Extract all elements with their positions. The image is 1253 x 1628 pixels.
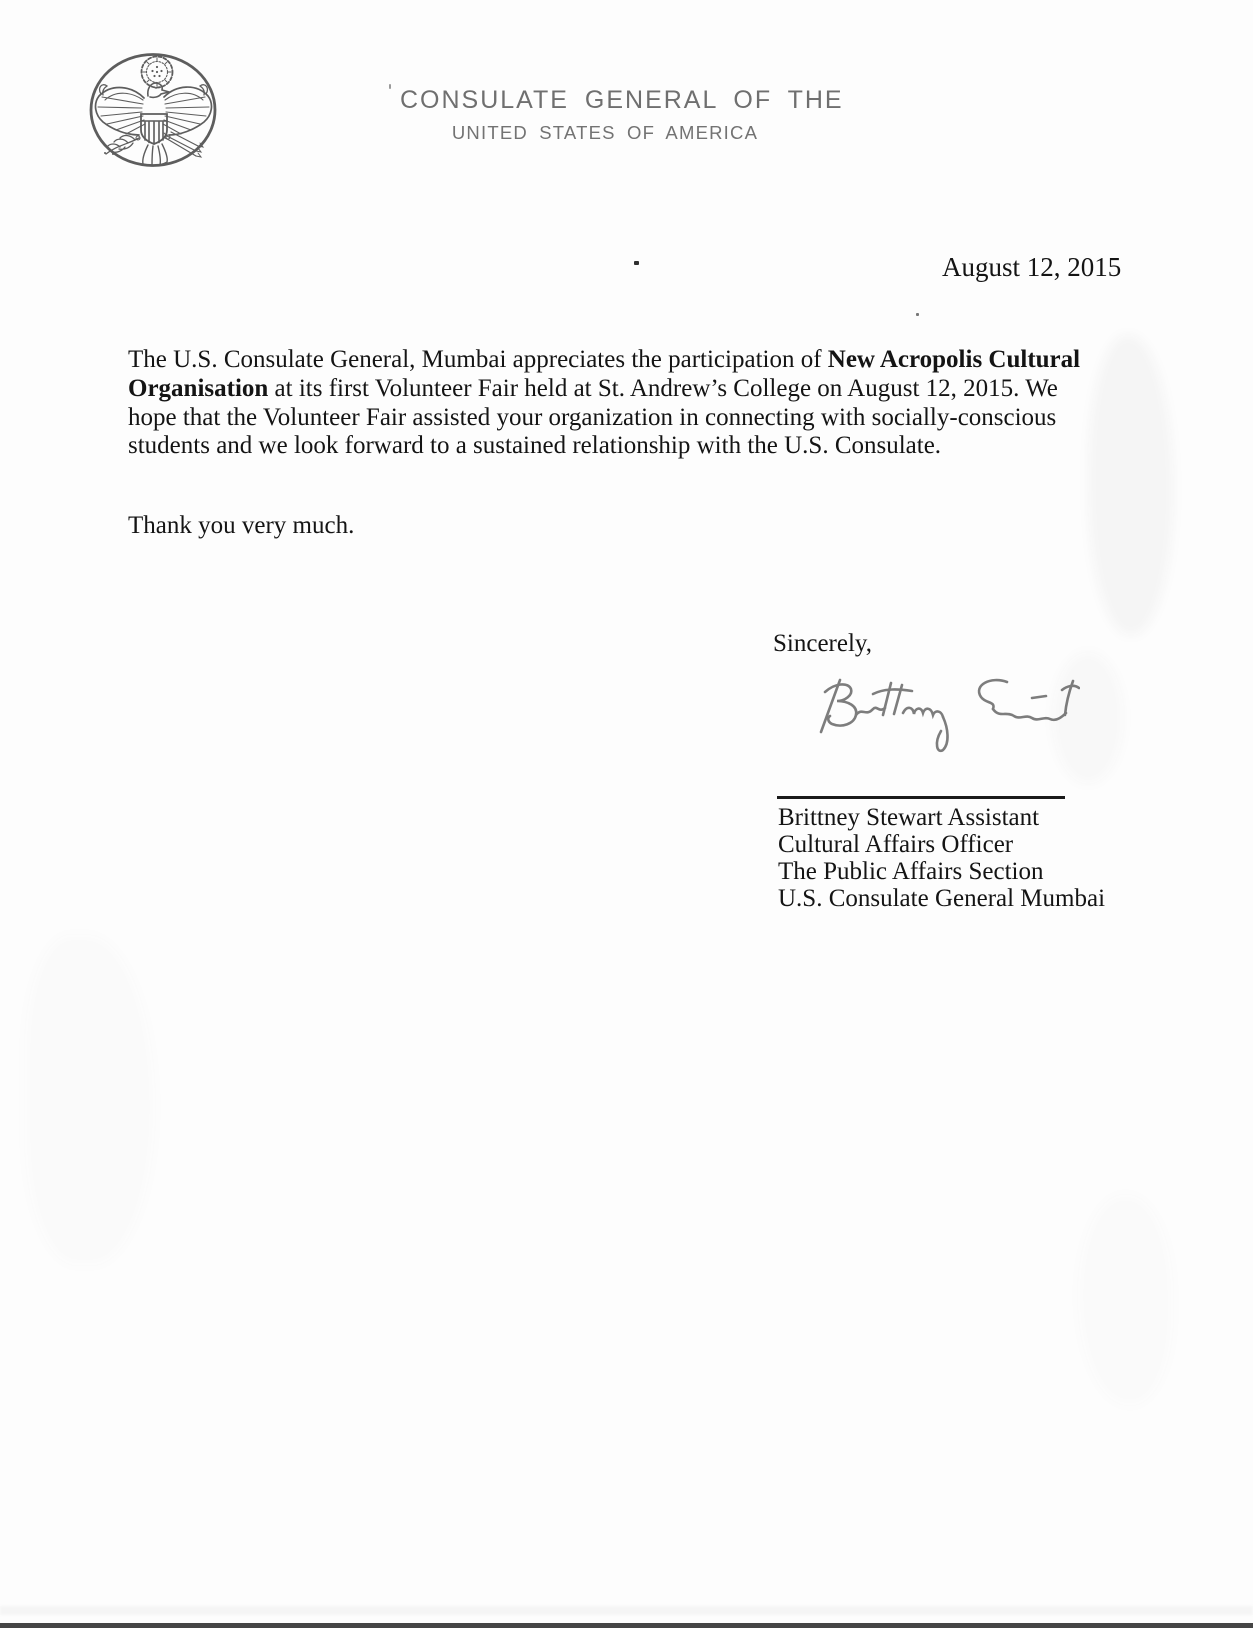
letter-date: August 12, 2015 <box>942 252 1122 282</box>
us-great-seal-icon <box>86 50 220 170</box>
scan-speck <box>389 84 391 89</box>
signer-title: Cultural Affairs Officer <box>778 831 1014 858</box>
signer-name: Brittney Stewart Assistant <box>778 804 1040 831</box>
signer-org: U.S. Consulate General Mumbai <box>778 885 1106 912</box>
scan-shadow-band <box>0 1606 1253 1615</box>
body-line: students and we look forward to a sustained relationship with the U.S. Consulate. <box>128 432 942 460</box>
signer-section: The Public Affairs Section <box>778 858 1044 885</box>
scan-ghost-artifact <box>1088 335 1174 635</box>
scan-speck <box>916 313 919 316</box>
body-line <box>128 375 1080 404</box>
letter-body <box>128 346 1080 461</box>
scan-edge-bar <box>0 1623 1253 1628</box>
body-line: hope that the Volunteer Fair assisted your organization in connecting with socially-conscious <box>128 403 1057 431</box>
thanks-line: Thank you very much. <box>128 512 355 539</box>
letterhead-line1: CONSULATE GENERAL OF THE <box>400 86 844 114</box>
scan-ghost-artifact <box>1078 1195 1173 1405</box>
signer-block <box>778 804 1105 912</box>
body-line <box>128 346 1080 375</box>
salutation: Sincerely, <box>773 630 873 657</box>
scan-ghost-artifact <box>25 935 155 1265</box>
signature-rule <box>777 796 1065 799</box>
letterhead <box>400 86 844 144</box>
body-text-segment: The U.S. Consulate General, Mumbai appreciates the participation of <box>128 346 828 373</box>
letterhead-line2: UNITED STATES OF AMERICA <box>451 122 759 143</box>
body-bold-segment: Organisation <box>128 374 269 402</box>
body-bold-segment: New Acropolis Cultural <box>827 346 1081 373</box>
body-text-segment: at its first Volunteer Fair held at St. Andrew’s College on August 12, 2015. We <box>268 374 1058 402</box>
scan-speck <box>634 261 639 265</box>
handwritten-signature <box>815 675 1080 759</box>
